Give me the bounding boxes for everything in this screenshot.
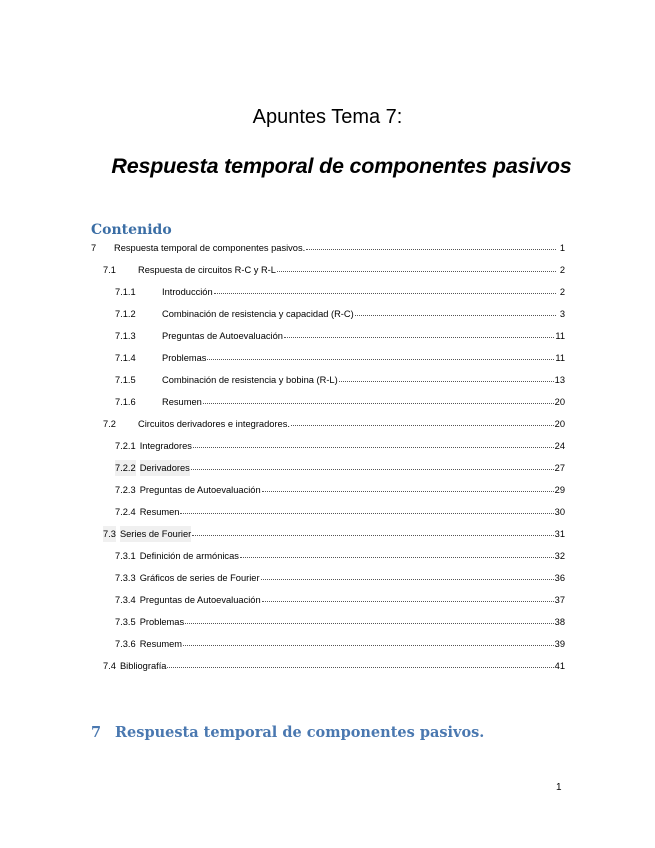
toc-entry-page: 38	[554, 617, 565, 627]
toc-entry-number: 7.1.3	[115, 331, 136, 341]
toc-entry[interactable]	[91, 306, 565, 322]
toc-entry-number: 7.2	[103, 419, 116, 429]
toc-entry[interactable]	[91, 548, 565, 564]
toc-entry-page: 41	[554, 661, 565, 671]
toc-entry[interactable]	[91, 394, 565, 410]
document-title-text: Apuntes Tema 7:	[252, 106, 403, 128]
toc-leader-dots	[355, 305, 556, 316]
toc-leader-dots	[203, 393, 554, 404]
toc-entry[interactable]	[91, 658, 565, 674]
toc-leader-dots	[240, 547, 554, 558]
toc-leader-dots	[193, 437, 554, 448]
toc-leader-dots	[284, 327, 554, 338]
toc-entry[interactable]	[91, 284, 565, 300]
page-number: 1	[556, 782, 562, 793]
toc-entry-text: Preguntas de Autoevaluación	[139, 485, 261, 495]
toc-entry[interactable]	[91, 570, 565, 586]
toc-entry-number: 7.3.4	[115, 595, 136, 605]
toc-entry-text: Problemas	[139, 617, 185, 627]
toc-entry-text: Preguntas de Autoevaluación	[162, 331, 283, 341]
toc-entry-number: 7.3.3	[115, 573, 136, 583]
document-title	[0, 106, 655, 129]
toc-entry-text: Resumem	[139, 639, 183, 649]
toc-leader-dots	[291, 415, 554, 426]
toc-entry-page: 20	[554, 397, 565, 407]
toc-entry-page: 1	[559, 243, 565, 253]
toc-entry-number: 7.1.1	[115, 287, 136, 297]
toc-entry-text: Resumen	[139, 507, 180, 517]
toc-leader-dots	[262, 481, 554, 492]
toc-leader-dots	[277, 261, 556, 272]
toc-entry-number: 7.1.5	[115, 375, 136, 385]
toc-leader-dots	[183, 635, 554, 646]
toc-leader-dots	[167, 657, 553, 668]
toc-leader-dots	[306, 239, 556, 250]
toc-entry[interactable]	[91, 482, 565, 498]
toc-entry-number: 7.2.2	[115, 460, 136, 476]
toc-entry-text: Respuesta temporal de componentes pasivos.	[114, 243, 306, 253]
toc-entry-text: Respuesta de circuitos R-C y R-L	[138, 265, 276, 275]
toc-entry[interactable]	[91, 262, 565, 278]
toc-entry-page: 24	[554, 441, 565, 451]
toc-entry[interactable]	[91, 416, 565, 432]
toc-leader-dots	[262, 591, 554, 602]
toc-entry-page: 31	[554, 529, 565, 539]
toc-entry[interactable]	[91, 460, 565, 476]
toc-leader-dots	[207, 349, 554, 360]
toc-entry-text: Series de Fourier	[120, 526, 191, 542]
toc-entry-number: 7.1.6	[115, 397, 136, 407]
toc-entry[interactable]	[91, 328, 565, 344]
toc-entry-page: 30	[554, 507, 565, 517]
toc-entry[interactable]	[91, 504, 565, 520]
toc-entry-page: 11	[555, 331, 565, 341]
toc-leader-dots	[191, 459, 554, 470]
toc-entry-page: 2	[559, 265, 565, 275]
toc-entry-number: 7.1.2	[115, 309, 136, 319]
section-heading-number: 7	[91, 724, 102, 741]
toc-entry[interactable]	[91, 438, 565, 454]
toc-entry[interactable]	[91, 636, 565, 652]
toc-entry-number: 7.4	[103, 661, 116, 671]
document-subtitle	[0, 154, 655, 179]
toc-entry-number: 7.3.1	[115, 551, 136, 561]
toc-entry-page: 29	[554, 485, 565, 495]
toc-entry-page: 20	[554, 419, 565, 429]
toc-entry-page: 11	[555, 353, 565, 363]
toc-leader-dots	[214, 283, 556, 294]
toc-entry-page: 36	[554, 573, 565, 583]
toc-entry-number: 7.1	[103, 265, 116, 275]
toc-entry[interactable]	[91, 592, 565, 608]
toc-leader-dots	[261, 569, 554, 580]
toc-entry-page: 2	[559, 287, 565, 297]
section-heading-text: Respuesta temporal de componentes pasivos.	[115, 724, 485, 741]
toc-entry-text: Introducción	[162, 287, 213, 297]
toc-heading: Contenido	[91, 222, 172, 238]
toc-entry-text: Combinación de resistencia y bobina (R-L)	[162, 375, 338, 385]
toc-entry-text: Integradores	[139, 441, 192, 451]
toc-entry-page: 37	[554, 595, 565, 605]
toc-entry-number: 7.3.5	[115, 617, 136, 627]
toc-entry-number: 7.2.3	[115, 485, 136, 495]
toc-leader-dots	[192, 525, 553, 536]
toc-entry-number: 7.3	[103, 526, 116, 542]
toc-leader-dots	[185, 613, 554, 624]
toc-entry-number: 7.2.4	[115, 507, 136, 517]
toc-entry-text: Problemas	[162, 353, 207, 363]
toc-entry-text: Combinación de resistencia y capacidad (R-C)	[162, 309, 354, 319]
toc-entry-text: Gráficos de series de Fourier	[139, 573, 260, 583]
toc-entry-text: Resumen	[162, 397, 202, 407]
document-subtitle-text: Respuesta temporal de componentes pasivos	[111, 154, 572, 178]
toc-leader-dots	[180, 503, 553, 514]
toc-entry-number: 7.3.6	[115, 639, 136, 649]
toc-entry-page: 32	[554, 551, 565, 561]
toc-entry-page: 13	[554, 375, 565, 385]
section-heading	[91, 724, 484, 741]
toc-entry-text: Definición de armónicas	[139, 551, 239, 561]
toc-entry-text: Bibliografía	[119, 661, 167, 671]
toc-leader-dots	[339, 371, 554, 382]
toc-entry-text: Preguntas de Autoevaluación	[139, 595, 261, 605]
toc-entry[interactable]	[91, 614, 565, 630]
toc-entry-number: 7	[91, 243, 97, 253]
toc-entry-page: 39	[554, 639, 565, 649]
toc-entry[interactable]	[91, 526, 565, 542]
toc-entry[interactable]	[91, 372, 565, 388]
toc-entry-text: Derivadores	[140, 460, 190, 476]
toc-entry-page: 27	[554, 463, 565, 473]
toc-entry-page: 3	[559, 309, 565, 319]
toc-entry-text: Circuitos derivadores e integradores.	[138, 419, 290, 429]
toc-entry[interactable]	[91, 240, 565, 256]
toc-entry[interactable]	[91, 350, 565, 366]
toc-entry-number: 7.2.1	[115, 441, 136, 451]
toc-entry-number: 7.1.4	[115, 353, 136, 363]
